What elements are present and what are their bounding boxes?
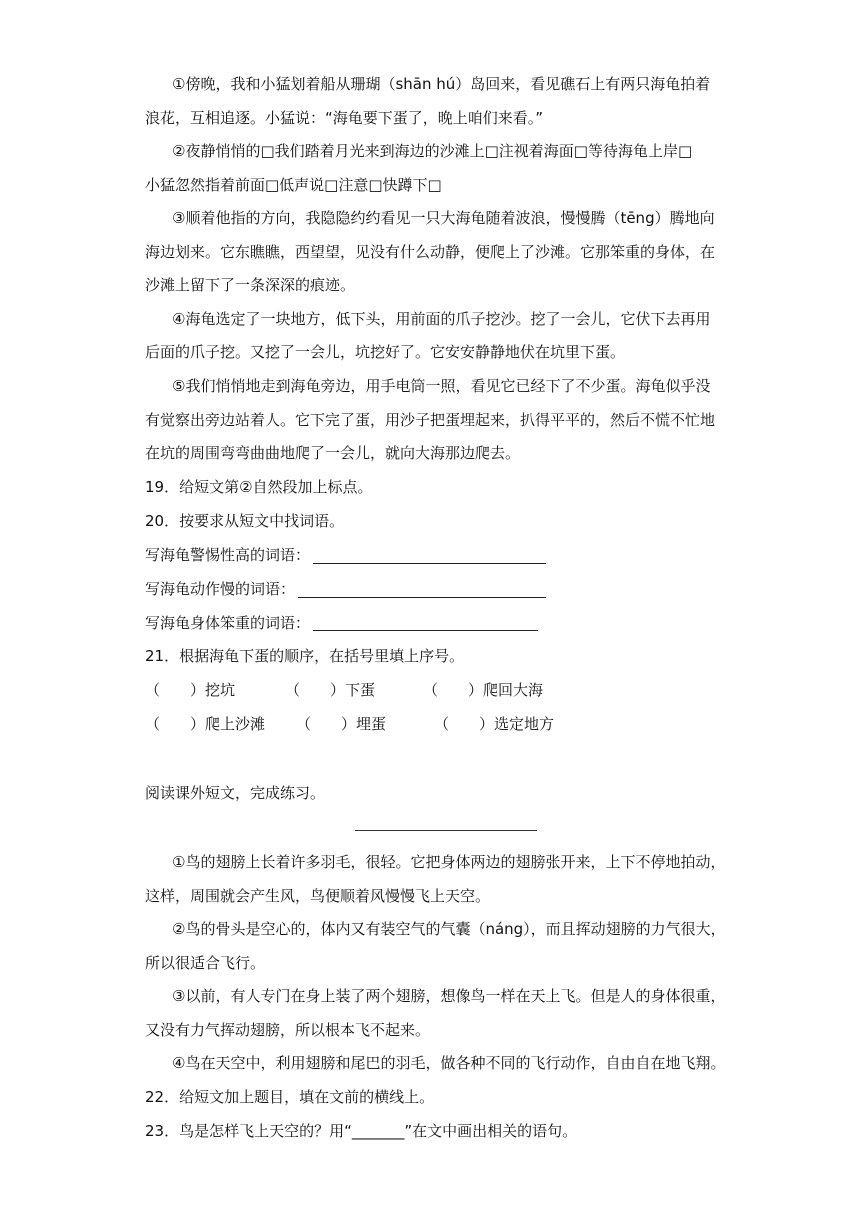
passage1-p4-line1: ④海龟选定了一块地方，低下头，用前面的爪子挖沙。挖了一会儿，它伏下去再用 (172, 310, 711, 328)
passage1-p5-line1: ⑤我们悄悄地走到海龟旁边，用手电筒一照，看见它已经下了不少蛋。海龟似乎没 (172, 377, 711, 395)
question-20a-label: 写海龟警惕性高的词语： (145, 546, 311, 564)
passage1-p3-line2: 海边划来。它东瞧瞧，西望望，见没有什么动静，便爬上了沙滩。它那笨重的身体，在 (145, 243, 716, 261)
passage1-p5-line3: 在坑的周围弯弯曲曲地爬了一会儿，就向大海那边爬去。 (145, 444, 521, 462)
passage1-p3-line1: ③顺着他指的方向，我隐隐约约看见一只大海龟随着波浪，慢慢腾（tēng）腾地向 (172, 209, 715, 227)
passage1-p5-line2: 有觉察出旁边站着人。它下完了蛋，用沙子把蛋埋起来，扒得平平的，然后不慌不忙地 (145, 411, 716, 429)
order-item-climb-beach[interactable]: （ ）爬上沙滩 (145, 715, 266, 733)
question-20c-label: 写海龟身体笨重的词语： (145, 614, 311, 632)
question-23: 23．鸟是怎样飞上天空的？用“_______”在文中画出相关的语句。 (145, 1122, 578, 1140)
passage2-p1-line1: ①鸟的翅膀上长着许多羽毛，很轻。它把身体两边的翅膀张开来，上下不停地拍动， (172, 853, 726, 871)
passage2-p3-line1: ③以前，有人专门在身上装了两个翅膀，想像鸟一样在天上飞。但是人的身体很重， (172, 987, 726, 1005)
passage1-p2-line2: 小猛忽然指着前面□低声说□注意□快蹲下□ (145, 176, 442, 194)
order-item-lay-eggs[interactable]: （ ）下蛋 (285, 681, 376, 699)
order-item-dig-pit[interactable]: （ ）挖坑 (145, 681, 236, 699)
passage1-p1-line2: 浪花，互相追逐。小猛说：“海龟要下蛋了，晚上咱们来看。” (145, 109, 544, 127)
passage2-p2-line1: ②鸟的骨头是空心的，体内又有装空气的气囊（náng），而且挥动翅膀的力气很大， (172, 920, 726, 938)
order-item-crawl-back[interactable]: （ ）爬回大海 (423, 681, 544, 699)
question-19: 19．给短文第②自然段加上标点。 (145, 478, 373, 496)
passage1-p3-line3: 沙滩上留下了一条深深的痕迹。 (145, 276, 356, 294)
passage1-p1-line1: ①傍晚，我和小猛划着船从珊瑚（shān hú）岛回来，看见礁石上有两只海龟拍着 (172, 75, 711, 93)
answer-blank-20c[interactable] (313, 630, 538, 631)
passage1-p4-line2: 后面的爪子挖。又挖了一会儿，坑挖好了。它安安静静地伏在坑里下蛋。 (145, 343, 626, 361)
passage2-p4-line1: ④鸟在天空中，利用翅膀和尾巴的羽毛，做各种不同的飞行动作，自由自在地飞翔。 (172, 1054, 726, 1072)
order-item-bury-eggs[interactable]: （ ）埋蛋 (296, 715, 387, 733)
passage2-p3-line2: 又没有力气挥动翅膀，所以根本飞不起来。 (145, 1021, 431, 1039)
answer-blank-20a[interactable] (313, 563, 546, 564)
title-blank[interactable] (355, 830, 537, 831)
question-21: 21．根据海龟下蛋的顺序，在括号里填上序号。 (145, 647, 465, 665)
question-20b-label: 写海龟动作慢的词语： (145, 580, 296, 598)
question-22: 22．给短文加上题目，填在文前的横线上。 (145, 1088, 435, 1106)
passage2-p2-line2: 所以很适合飞行。 (145, 954, 266, 972)
answer-blank-20b[interactable] (298, 597, 546, 598)
order-item-choose-spot[interactable]: （ ）选定地方 (434, 715, 555, 733)
section2-intro: 阅读课外短文，完成练习。 (145, 784, 326, 802)
passage2-p1-line2: 这样，周围就会产生风，鸟便顺着风慢慢飞上天空。 (145, 887, 491, 905)
passage1-p2-line1: ②夜静悄悄的□我们踏着月光来到海边的沙滩上□注视着海面□等待海龟上岸□ (172, 142, 693, 160)
question-20: 20．按要求从短文中找词语。 (145, 512, 345, 530)
